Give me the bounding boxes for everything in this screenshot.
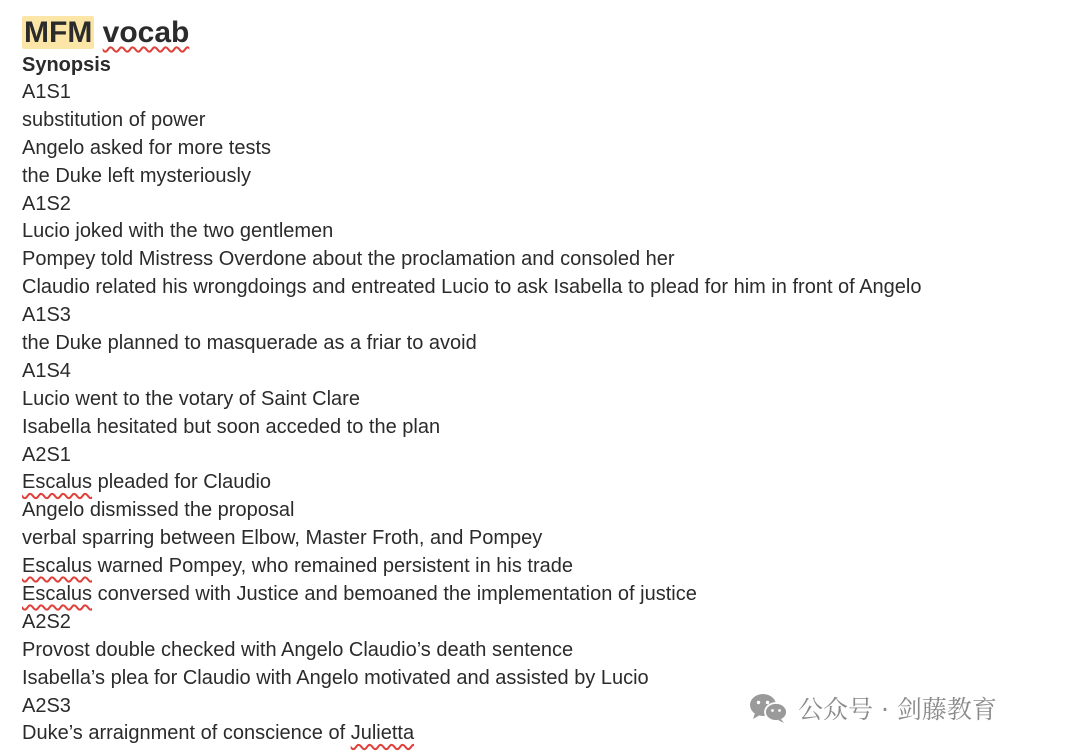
line-text: Lucio joked with the two gentlemen — [22, 220, 334, 243]
line-text: the Duke left mysteriously — [22, 164, 251, 187]
misspelled-word: Escalus — [22, 555, 93, 578]
note-line — [22, 581, 1072, 609]
line-text: Duke’s arraignment of conscience of — [22, 722, 351, 745]
line-text: conversed with Justice and bemoaned the implementation of justice — [92, 583, 697, 606]
note-line — [22, 218, 1072, 246]
line-text: the Duke planned to masquerade as a friar to avoid — [22, 332, 477, 355]
line-text: A1S1 — [22, 81, 71, 103]
wechat-watermark — [748, 690, 997, 726]
note-line — [22, 553, 1072, 581]
line-text: A1S2 — [22, 192, 71, 215]
note-line — [22, 79, 1072, 107]
note-line — [22, 497, 1072, 525]
line-text: Pompey told Mistress Overdone about the proclamation and consoled her — [22, 248, 675, 271]
note-line — [22, 302, 1072, 330]
note-line — [22, 386, 1072, 414]
line-text: A2S1 — [22, 443, 71, 466]
line-text: Provost double checked with Angelo Claudio’s death sentence — [22, 638, 574, 661]
line-text: pleaded for Claudio — [92, 471, 272, 494]
line-text: A1S4 — [22, 359, 71, 382]
line-text: substitution of power — [22, 108, 206, 131]
title-misspelled-word: vocab — [102, 16, 190, 49]
section-heading: Synopsis — [22, 54, 111, 76]
note-line — [22, 665, 1072, 693]
note-line — [22, 358, 1072, 386]
note-line — [22, 637, 1072, 665]
note-line — [22, 191, 1072, 219]
note-line — [22, 246, 1072, 274]
line-text: Angelo dismissed the proposal — [22, 499, 295, 522]
note-line — [22, 107, 1072, 135]
note-body[interactable] — [22, 14, 1072, 748]
misspelled-word: Escalus — [22, 471, 93, 494]
note-line — [22, 135, 1072, 163]
line-text: A2S3 — [22, 694, 71, 717]
line-text: A1S3 — [22, 304, 71, 327]
misspelled-word: Julietta — [350, 722, 415, 745]
line-text: Angelo asked for more tests — [22, 136, 272, 159]
note-line — [22, 442, 1072, 470]
title-highlight: MFM — [24, 16, 93, 49]
watermark-text: 公众号 · 剑藤教育 — [798, 695, 997, 724]
note-line — [22, 330, 1072, 358]
line-text: Lucio went to the votary of Saint Clare — [22, 387, 360, 410]
note-line — [22, 469, 1072, 497]
note-title — [22, 14, 1072, 52]
note-lines — [22, 79, 1072, 748]
note-line — [22, 609, 1072, 637]
line-text: verbal sparring between Elbow, Master Froth, and Pompey — [22, 527, 543, 550]
note-line — [22, 163, 1072, 191]
note-line — [22, 414, 1072, 442]
line-text: Isabella hesitated but soon acceded to the plan — [22, 415, 441, 438]
line-text: warned Pompey, who remained persistent in his trade — [92, 555, 574, 578]
line-text: Claudio related his wrongdoings and entreated Lucio to ask Isabella to plead for him in front of Angelo — [22, 276, 922, 299]
note-line — [22, 274, 1072, 302]
misspelled-word: Escalus — [22, 583, 93, 606]
line-text: A2S2 — [22, 610, 71, 633]
line-text: Isabella’s plea for Claudio with Angelo motivated and assisted by Lucio — [22, 666, 649, 689]
wechat-icon — [748, 692, 790, 724]
note-line — [22, 525, 1072, 553]
